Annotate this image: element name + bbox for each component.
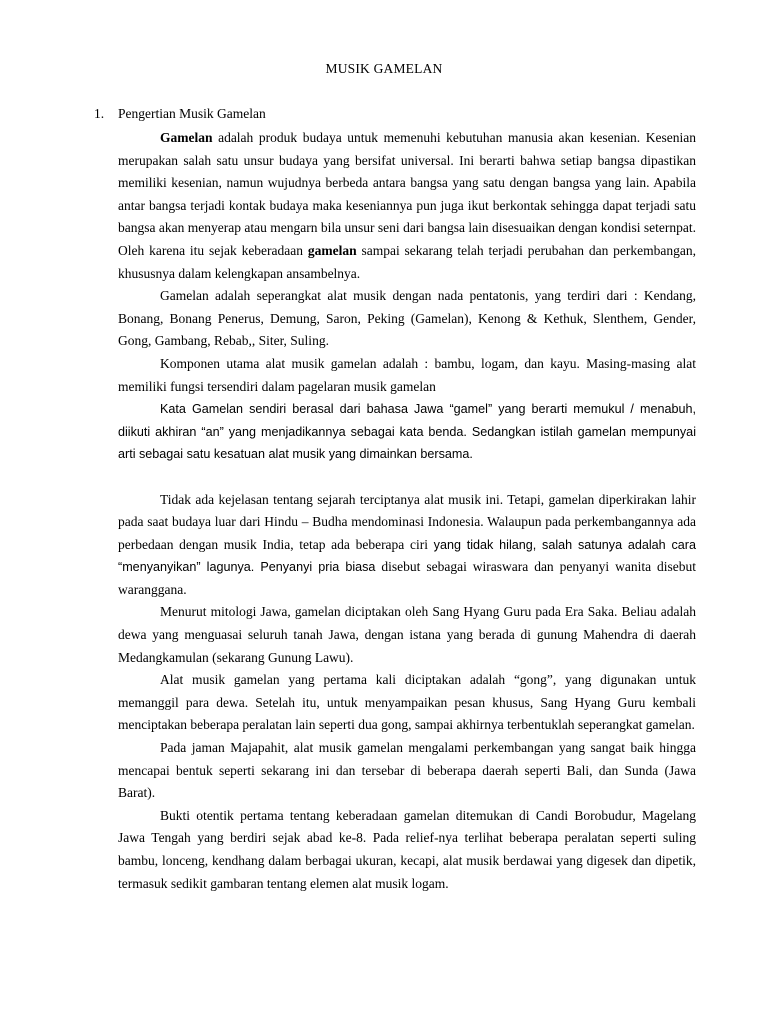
bold-term-gamelan-inline: gamelan [307, 242, 357, 258]
paragraph-6: Menurut mitologi Jawa, gamelan diciptakan oleh Sang Hyang Guru pada Era Saka. Beliau adalah dewa yang menguasai seluruh tanah Jawa, dengan istana yang berada di gunung Mahendra di daerah Medangkamulan (sekarang Gunung Lawu). [118, 604, 696, 665]
section-heading [94, 106, 266, 122]
paragraph-5-text-a: Tidak ada kejelasan tentang sejarah terciptanya alat musik ini. Tetapi, gamelan diperkirakan lahir pada saat budaya luar dari Hindu – Budha mendominasi Indonesia. Walaupun pada perkembangannya ada perbedaan dengan musik India, tetap ada beberapa ciri [118, 491, 696, 552]
paragraph-7: Alat musik gamelan yang pertama kali diciptakan adalah “gong”, yang digunakan untuk memanggil para dewa. Setelah itu, untuk menyampaikan pesan khusus, Sang Hyang Guru kembali menciptakan beberapa peralatan lain seperti dua gong, sampai akhirnya terbentuklah seperangkat gamelan. [118, 672, 696, 733]
paragraph-3: Komponen utama alat musik gamelan adalah : bambu, logam, dan kayu. Masing-masing alat memiliki fungsi tersendiri dalam pagelaran musik gamelan [118, 355, 696, 394]
document-title: MUSIK GAMELAN [325, 61, 443, 76]
paragraph-2: Gamelan adalah seperangkat alat musik dengan nada pentatonis, yang terdiri dari : Kendang, Bonang, Bonang Penerus, Demung, Saron, Peking (Gamelan), Kenong & Kethuk, Slenthem, Gender, Gong, Gambang, Rebab,, Siter, Suling. [118, 288, 696, 349]
paragraph-1-text-b: sampai sekarang telah terjadi perubahan dan perkembangan, khususnya dalam kelengkapan ansambelnya. [118, 242, 696, 281]
section-heading-text: Pengertian Musik Gamelan [118, 106, 266, 121]
section-number: 1. [94, 106, 105, 121]
paragraph-1-text-a: adalah produk budaya untuk memenuhi kebutuhan manusia akan kesenian. Kesenian merupakan salah satu unsur budaya yang bersifat universal. Ini berarti bahwa setiap bangsa dipastikan memiliki kesenian, namun wujudnya berbeda antara bangsa yang satu dengan bangsa yang lain. Apabila antar bangsa terjadi kontak budaya maka keseniannya pun juga ikut berkontak sehingga dapat terjadi satu bangsa akan menyerap atau mengarn bila unsur seni dari bangsa lain disesuaikan dengan kondisi seternpat. Oleh karena itu sejak keberadaan [118, 130, 696, 258]
paragraph-9: Bukti otentik pertama tentang keberadaan gamelan ditemukan di Candi Borobudur, Magelang Jawa Tengah yang berdiri sejak abad ke-8. Pada relief-nya terlihat beberapa peralatan seperti suling bambu, lonceng, kendhang dalam berbagai ukuran, kecapi, alat musik berdawai yang digesek dan dipetik, termasuk sedikit gambaran tentang elemen alat musik logam. [118, 807, 696, 891]
bold-term-gamelan: Gamelan [160, 130, 213, 145]
paragraph-8: Pada jaman Majapahit, alat musik gamelan mengalami perkembangan yang sangat baik hingga mencapai bentuk seperti sekarang ini dan tersebar di beberapa daerah seperti Bali, dan Sunda (Jawa Barat). [118, 740, 696, 801]
paragraph-5-sans-part: yang tidak hilang, salah satunya adalah cara “menyanyikan” lagunya. Penyanyi pria biasa [118, 537, 696, 575]
paragraph-5 [118, 489, 696, 602]
body-text [118, 127, 696, 895]
paragraph-1 [118, 127, 696, 285]
paragraph-5-text-b: disebut sebagai wiraswara dan penyanyi wanita disebut waranggana. [118, 559, 697, 597]
paragraph-4: Kata Gamelan sendiri berasal dari bahasa Jawa “gamel” yang berarti memukul / menabuh, diikuti akhiran “an” yang menjadikannya sebagai kata benda. Sedangkan istilah gamelan mempunyai arti sebagai satu kesatuan alat musik yang dimainkan bersama. [118, 402, 696, 462]
